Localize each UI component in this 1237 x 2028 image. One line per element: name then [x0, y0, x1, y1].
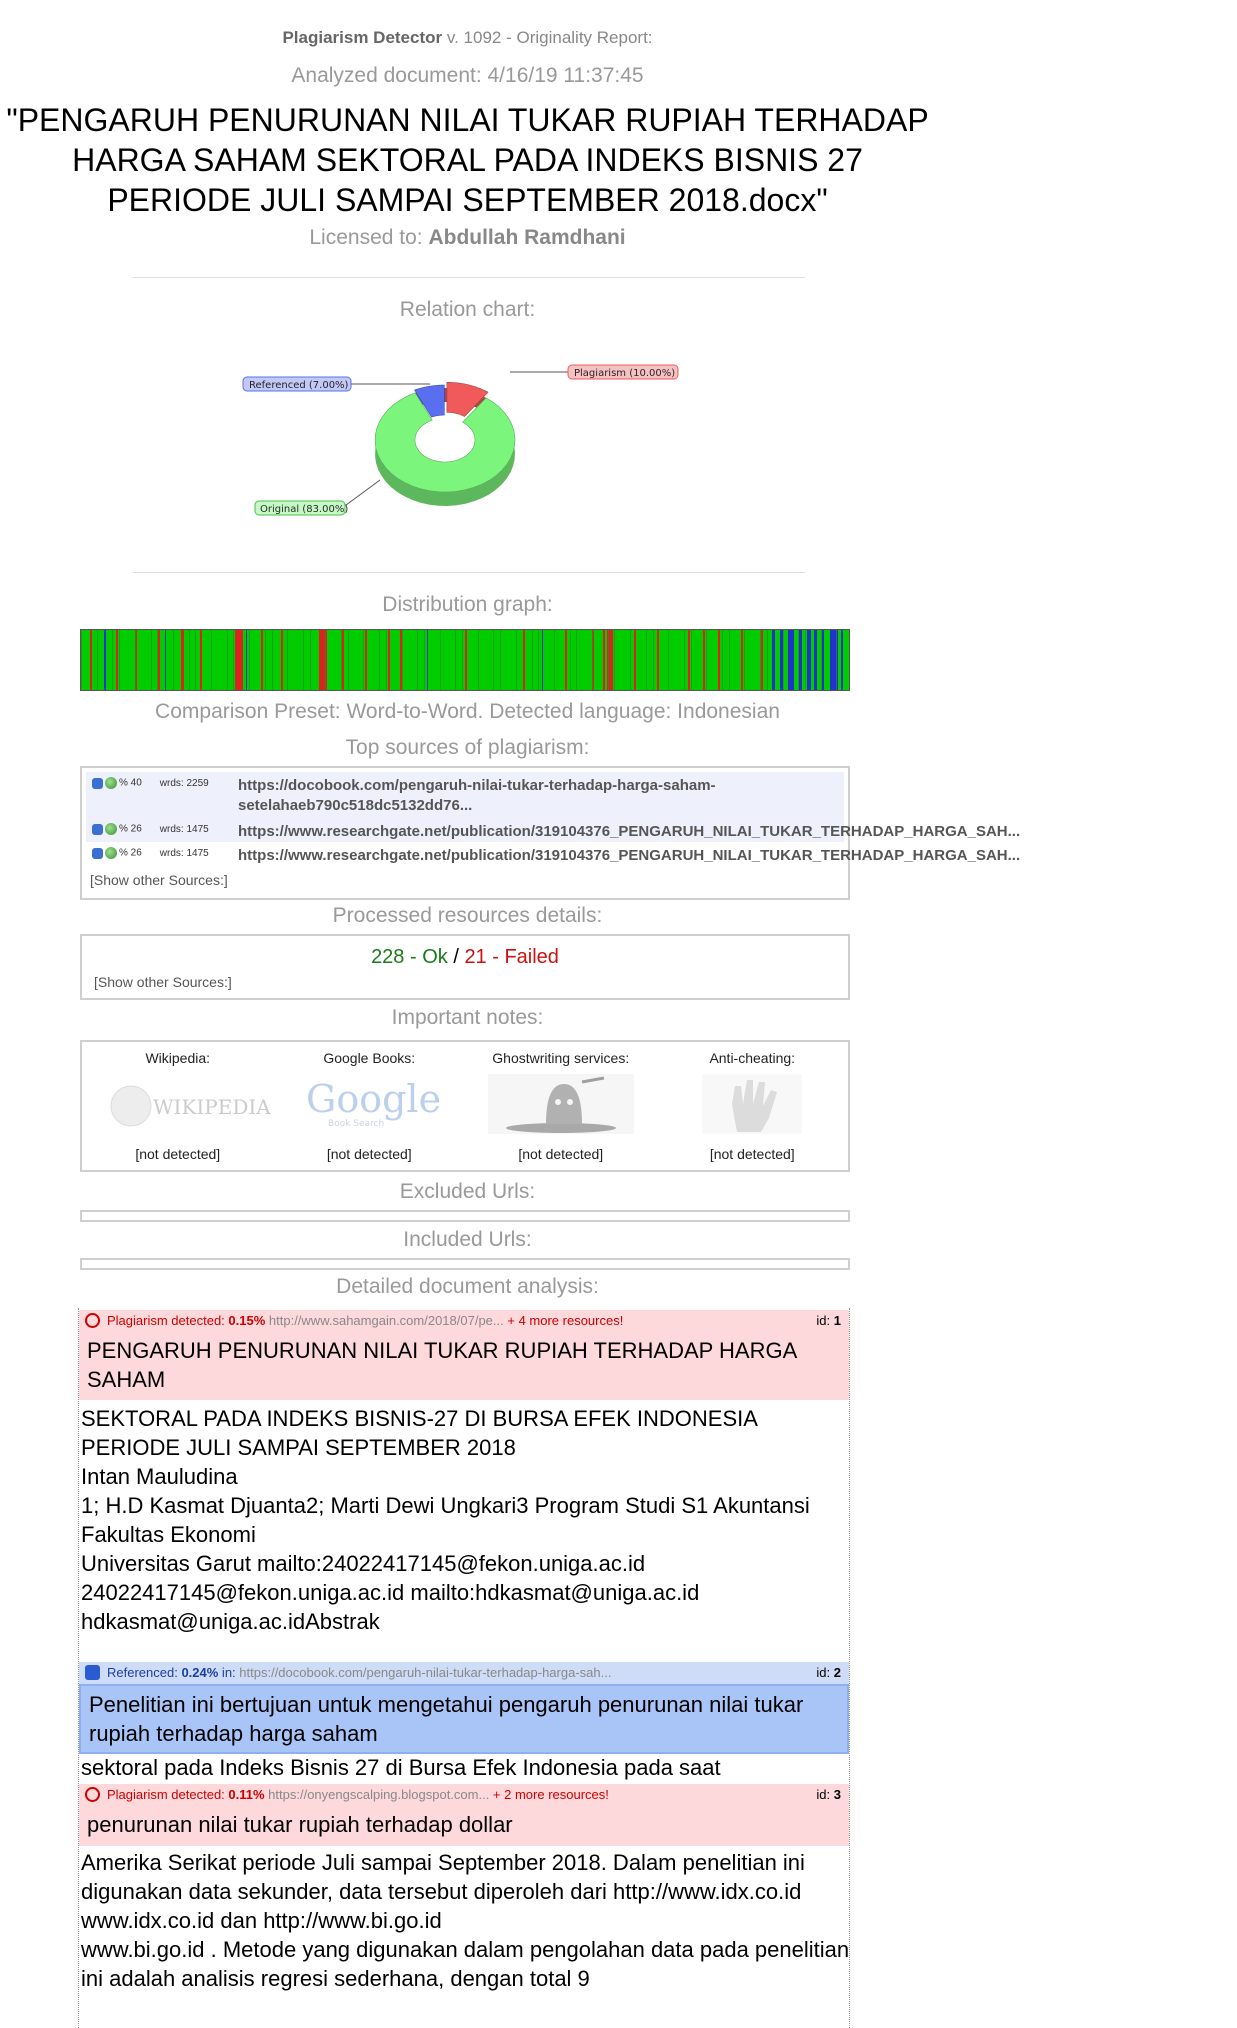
distribution-plagiarism-mark [565, 630, 567, 690]
distribution-plagiarism-mark [523, 630, 525, 690]
distribution-separator [691, 630, 692, 690]
analyzed-date: Analyzed document: 4/16/19 11:37:45 [291, 64, 644, 87]
wikipedia-logo [103, 1074, 271, 1134]
plain-text: SEKTORAL PADA INDEKS BISNIS-27 DI BURSA EFEK INDONESIA PERIODE JULI SAMPAI SEPTEMBER 2018 Intan Mauludina 1; H.D Kasmat Djuanta2; Marti Dewi Ungkari3 Program Studi S1 Akuntansi Fakultas Ekonomi Universitas Garut mailto:24022417145@fekon.uniga.ac.id 24022417145@fekon.uniga.ac.id mailto:hdkasmat@uniga.ac.id hdkasmat@uniga.ac.idAbstrak [81, 1406, 810, 1634]
distribution-separator [478, 630, 479, 690]
show-other-sources-link[interactable]: [Show other Sources:] [90, 872, 228, 888]
distribution-plagiarism-mark [90, 630, 92, 690]
block-id: 1 [833, 1313, 841, 1328]
block-source-link[interactable]: https://docobook.com/pengaruh-nilai-tukar-terhadap-harga-sah... [239, 1665, 612, 1680]
note-ghostwriting [465, 1042, 657, 1170]
included-urls-box [80, 1258, 850, 1270]
distribution-separator [310, 630, 311, 690]
count-separator: / [447, 946, 465, 968]
plagiarism-block[interactable] [79, 1784, 849, 1846]
distribution-separator [576, 630, 577, 690]
document-title: "PENGARUH PENURUNAN NILAI TUKAR RUPIAH TERHADAP HARGA SAHAM SEKTORAL PADA INDEKS BISNIS 27 PERIODE JULI SAMPAI SEPTEMBER 2018.docx" [6, 102, 929, 218]
distribution-separator [614, 630, 615, 690]
comparison-preset: Comparison Preset: Word-to-Word. Detected language: Indonesian [155, 700, 780, 723]
distribution-separator [265, 630, 266, 690]
source-row[interactable] [86, 842, 1021, 866]
block-label: Referenced: [107, 1665, 182, 1680]
hand-icon [677, 1074, 827, 1134]
distribution-plagiarism-mark [200, 630, 202, 690]
license-line [0, 226, 935, 250]
block-header [79, 1310, 849, 1332]
distribution-referenced-mark [165, 630, 166, 690]
divider [133, 277, 805, 278]
distribution-separator [783, 630, 784, 690]
more-resources-link[interactable]: + 2 more resources! [489, 1787, 609, 1802]
comment-icon [92, 848, 103, 859]
distribution-plagiarism-mark [342, 630, 344, 690]
distribution-separator [97, 630, 98, 690]
top-sources-box [80, 766, 1021, 900]
distribution-separator [706, 630, 707, 690]
distribution-separator [767, 630, 768, 690]
source-meta [92, 823, 209, 835]
distribution-referenced-mark [542, 630, 543, 690]
distribution-separator [325, 630, 326, 690]
distribution-separator [836, 630, 837, 690]
block-label: Plagiarism detected: [107, 1787, 229, 1802]
distribution-referenced-mark [427, 630, 428, 690]
block-id-label: id: [816, 1313, 834, 1328]
note-label: Anti-cheating: [709, 1050, 796, 1066]
google-books-logo [294, 1074, 444, 1134]
relation-chart [240, 360, 700, 540]
distribution-plagiarism-mark [181, 630, 184, 690]
source-meta [92, 847, 209, 859]
distribution-separator [386, 630, 387, 690]
included-urls-heading: Included Urls: [403, 1228, 532, 1251]
block-source-link[interactable]: http://www.sahamgain.com/2018/07/pe... [265, 1313, 504, 1328]
distribution-separator [798, 630, 799, 690]
distribution-plagiarism-mark [465, 630, 467, 690]
excluded-urls-heading: Excluded Urls: [399, 1180, 536, 1203]
block-id-label: id: [816, 1787, 834, 1802]
processed-heading: Processed resources details: [332, 904, 603, 927]
note-status: [not detected] [135, 1146, 221, 1162]
distribution-separator [287, 630, 288, 690]
distribution-separator [189, 630, 190, 690]
relation-chart-heading: Relation chart: [399, 298, 536, 321]
block-source-link[interactable]: https://onyengscalping.blogspot.com... [264, 1787, 490, 1802]
distribution-separator [195, 630, 196, 690]
distribution-separator [646, 630, 647, 690]
more-resources-link[interactable]: + 4 more resources! [503, 1313, 624, 1328]
plagiarism-icon [85, 1313, 100, 1328]
note-wikipedia [82, 1042, 274, 1170]
distribution-separator [249, 630, 250, 690]
globe-search-icon [105, 777, 117, 789]
important-notes-heading: Important notes: [391, 1006, 544, 1029]
distribution-separator [744, 630, 745, 690]
report-tool-title [0, 28, 935, 48]
distribution-referenced-mark [799, 630, 802, 690]
distribution-separator [538, 630, 539, 690]
legend-referenced [243, 377, 430, 391]
distribution-plagiarism-mark [741, 630, 743, 690]
block-text: penurunan nilai tukar rupiah terhadap dollar [87, 1812, 513, 1837]
google-sub: Book Search [328, 1119, 385, 1129]
resource-count [82, 946, 848, 969]
source-percent: % 40 [119, 777, 142, 789]
distribution-plagiarism-mark [688, 630, 690, 690]
distribution-separator [532, 630, 533, 690]
distribution-separator [722, 630, 723, 690]
legend-referenced-label: Referenced (7.00%) [249, 380, 349, 391]
distribution-separator [272, 630, 273, 690]
distribution-plagiarism-mark [761, 630, 763, 690]
pie-slice-original [375, 393, 515, 492]
distribution-plagiarism-mark [235, 630, 243, 690]
block-percent: 0.15% [228, 1313, 266, 1328]
block-label: Plagiarism detected: [107, 1313, 229, 1328]
note-label: Ghostwriting services: [492, 1050, 630, 1066]
distribution-separator [402, 630, 403, 690]
source-meta [92, 777, 209, 789]
note-label: Google Books: [323, 1050, 416, 1066]
source-words: wrds: 1475 [159, 823, 209, 835]
google-wordmark: Google [306, 1077, 442, 1121]
distribution-referenced-mark [822, 630, 824, 690]
legend-plagiarism-label: Plagiarism (10.00%) [574, 368, 676, 379]
distribution-plagiarism-mark [365, 630, 367, 690]
source-words: wrds: 1475 [159, 847, 209, 859]
distribution-plagiarism-mark [116, 630, 118, 690]
note-status: [not detected] [709, 1146, 795, 1162]
distribution-plagiarism-mark [261, 630, 263, 690]
distribution-separator [554, 630, 555, 690]
source-row[interactable] [86, 772, 844, 818]
legend-original-label: Original (83.00%) [260, 504, 349, 515]
divider [133, 572, 805, 573]
distribution-separator [455, 630, 456, 690]
distribution-plagiarism-mark [158, 630, 160, 690]
licensee-name: Abdullah Ramdhani [428, 226, 626, 249]
distribution-separator [570, 630, 571, 690]
block-percent: 0.11% [228, 1787, 265, 1802]
source-link[interactable]: https://www.researchgate.net/publication/319104376_PENGARUH_NILAI_TUKAR_TERHADAP_HARGA_SAH... [238, 823, 1021, 840]
note-google-books [274, 1042, 466, 1170]
distribution-separator [424, 630, 425, 690]
distribution-plagiarism-mark [281, 630, 283, 690]
plain-text: sektoral pada Indeks Bisnis 27 di Bursa Efek Indonesia pada saat [81, 1755, 721, 1780]
distribution-separator [173, 630, 174, 690]
processed-box [80, 934, 850, 1000]
detailed-analysis [78, 1308, 850, 2028]
distribution-separator [81, 630, 82, 690]
block-id-label: id: [816, 1665, 834, 1680]
block-in: in: [218, 1665, 240, 1680]
distribution-separator [516, 630, 517, 690]
show-other-sources-link[interactable]: [Show other Sources:] [94, 974, 232, 990]
ghost-icon [486, 1074, 636, 1134]
plagiarism-icon [85, 1787, 100, 1802]
distribution-graph [80, 629, 850, 691]
block-text: Penelitian ini bertujuan untuk mengetahui pengaruh penurunan nilai tukar rupiah terhadap harga saham [79, 1684, 849, 1754]
distribution-separator [348, 630, 349, 690]
wikipedia-wordmark: WIKIPEDIA [152, 1095, 271, 1119]
note-status: [not detected] [518, 1146, 604, 1162]
excluded-urls-box [80, 1210, 850, 1222]
distribution-separator [303, 630, 304, 690]
distribution-separator [417, 630, 418, 690]
note-label: Wikipedia: [145, 1050, 211, 1066]
distribution-separator [135, 630, 136, 690]
distribution-separator [440, 630, 441, 690]
plagiarism-block[interactable] [79, 1310, 849, 1400]
block-header [79, 1662, 849, 1684]
distribution-separator [729, 630, 730, 690]
distribution-separator [493, 630, 494, 690]
licensed-label: Licensed to: [309, 226, 429, 249]
distribution-separator [668, 630, 669, 690]
note-anti-cheating [657, 1042, 849, 1170]
distribution-separator [653, 630, 654, 690]
distribution-referenced-mark [246, 630, 247, 690]
distribution-separator [630, 630, 631, 690]
distribution-plagiarism-mark [634, 630, 636, 690]
link-icon [85, 1665, 100, 1680]
distribution-separator [608, 630, 609, 690]
source-words: wrds: 2259 [159, 777, 209, 789]
comment-icon [92, 824, 103, 835]
distribution-referenced-mark [814, 630, 817, 690]
plain-text: Amerika Serikat periode Juli sampai September 2018. Dalam penelitian ini digunakan data sekunder, data tersebut diperoleh dari http://www.idx.co.id www.idx.co.id dan http://www.bi.go.id www.bi.go.id . Metode yang digunakan dalam pengolahan data pada penelitian ini adalah analisis regresi sederhana, dengan total 9 [81, 1850, 850, 1991]
source-percent: % 26 [119, 823, 142, 835]
ok-count: 228 - Ok [371, 946, 448, 968]
note-status: [not detected] [326, 1146, 412, 1162]
distribution-separator [379, 630, 380, 690]
distribution-separator [151, 630, 152, 690]
legend-original [255, 480, 380, 515]
distribution-separator [592, 630, 593, 690]
distribution-referenced-mark [841, 630, 843, 690]
distribution-plagiarism-mark [657, 630, 659, 690]
distribution-referenced-mark [104, 630, 106, 690]
comment-icon [92, 778, 103, 789]
globe-search-icon [105, 847, 117, 859]
source-percent: % 26 [119, 847, 142, 859]
referenced-block[interactable] [79, 1662, 849, 1750]
detailed-analysis-heading: Detailed document analysis: [336, 1275, 599, 1298]
important-notes-box [80, 1040, 850, 1172]
distribution-heading: Distribution graph: [382, 593, 553, 616]
top-sources-list [86, 772, 1021, 866]
top-sources-heading: Top sources of plagiarism: [345, 736, 590, 759]
block-percent: 0.24% [181, 1665, 219, 1680]
distribution-separator [112, 630, 113, 690]
failed-count: 21 - Failed [464, 946, 559, 968]
distribution-separator [500, 630, 501, 690]
distribution-separator [157, 630, 158, 690]
distribution-referenced-mark [807, 630, 811, 690]
distribution-separator [684, 630, 685, 690]
source-row[interactable] [86, 818, 1021, 842]
block-text: PENGARUH PENURUNAN NILAI TUKAR RUPIAH TERHADAP HARGA SAHAM [87, 1338, 797, 1392]
block-id: 2 [833, 1665, 841, 1680]
legend-plagiarism [510, 365, 678, 379]
distribution-separator [760, 630, 761, 690]
block-header [79, 1784, 849, 1806]
source-link[interactable]: https://www.researchgate.net/publication/319104376_PENGARUH_NILAI_TUKAR_TERHADAP_HARGA_SAH... [238, 847, 1021, 864]
distribution-plagiarism-mark [603, 630, 605, 690]
distribution-separator [211, 630, 212, 690]
source-link[interactable]: https://docobook.com/pengaruh-nilai-tukar-terhadap-harga-saham-setelahaeb790c518dc5132dd76... [238, 777, 716, 814]
distribution-separator [341, 630, 342, 690]
distribution-plagiarism-mark [718, 630, 720, 690]
distribution-separator [805, 630, 806, 690]
distribution-plagiarism-mark [388, 630, 390, 690]
distribution-separator [119, 630, 120, 690]
distribution-plagiarism-mark [703, 630, 705, 690]
tool-version: v. 1092 - Originality Report: [442, 28, 653, 47]
distribution-separator [462, 630, 463, 690]
distribution-separator [363, 630, 364, 690]
block-id: 3 [833, 1787, 841, 1802]
distribution-separator [227, 630, 228, 690]
distribution-referenced-mark [772, 630, 775, 690]
tool-name: Plagiarism Detector [282, 28, 443, 47]
distribution-separator [821, 630, 822, 690]
globe-search-icon [105, 823, 117, 835]
distribution-separator [233, 630, 234, 690]
distribution-referenced-mark [788, 630, 794, 690]
